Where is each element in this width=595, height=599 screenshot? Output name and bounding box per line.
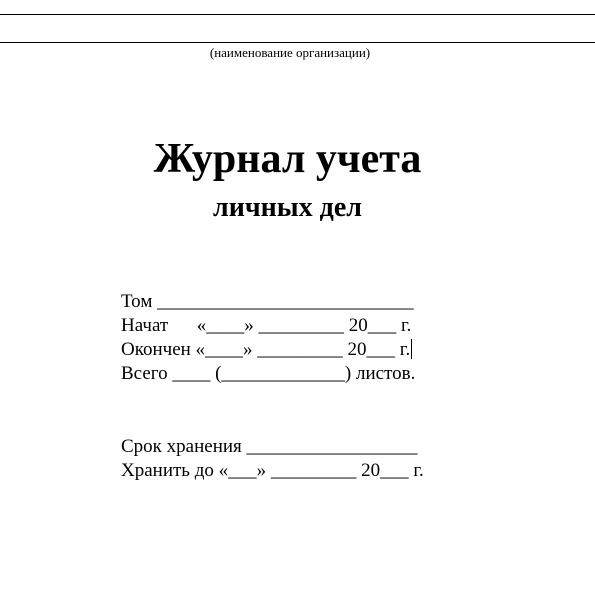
org-name-caption: (наименование организации) [209,45,371,60]
started-date-field[interactable]: Начат «____» _________ 20___ г. [121,315,412,336]
document-subtitle: личных дел [213,192,362,223]
total-sheets-field[interactable]: Всего ____ (_____________) листов. [121,363,416,384]
volume-field[interactable]: Том ___________________________ [121,291,414,312]
retention-period-field[interactable]: Срок хранения __________________ [121,436,418,457]
finished-date-field[interactable] [121,338,412,362]
text-cursor [411,339,412,359]
finished-date-text[interactable]: Окончен «____» _________ 20___ г. [121,339,411,360]
document-title: Журнал учета [153,136,422,182]
org-name-line-bottom [0,42,595,43]
keep-until-field[interactable]: Хранить до «___» _________ 20___ г. [121,460,424,481]
org-name-line-top [0,14,595,15]
